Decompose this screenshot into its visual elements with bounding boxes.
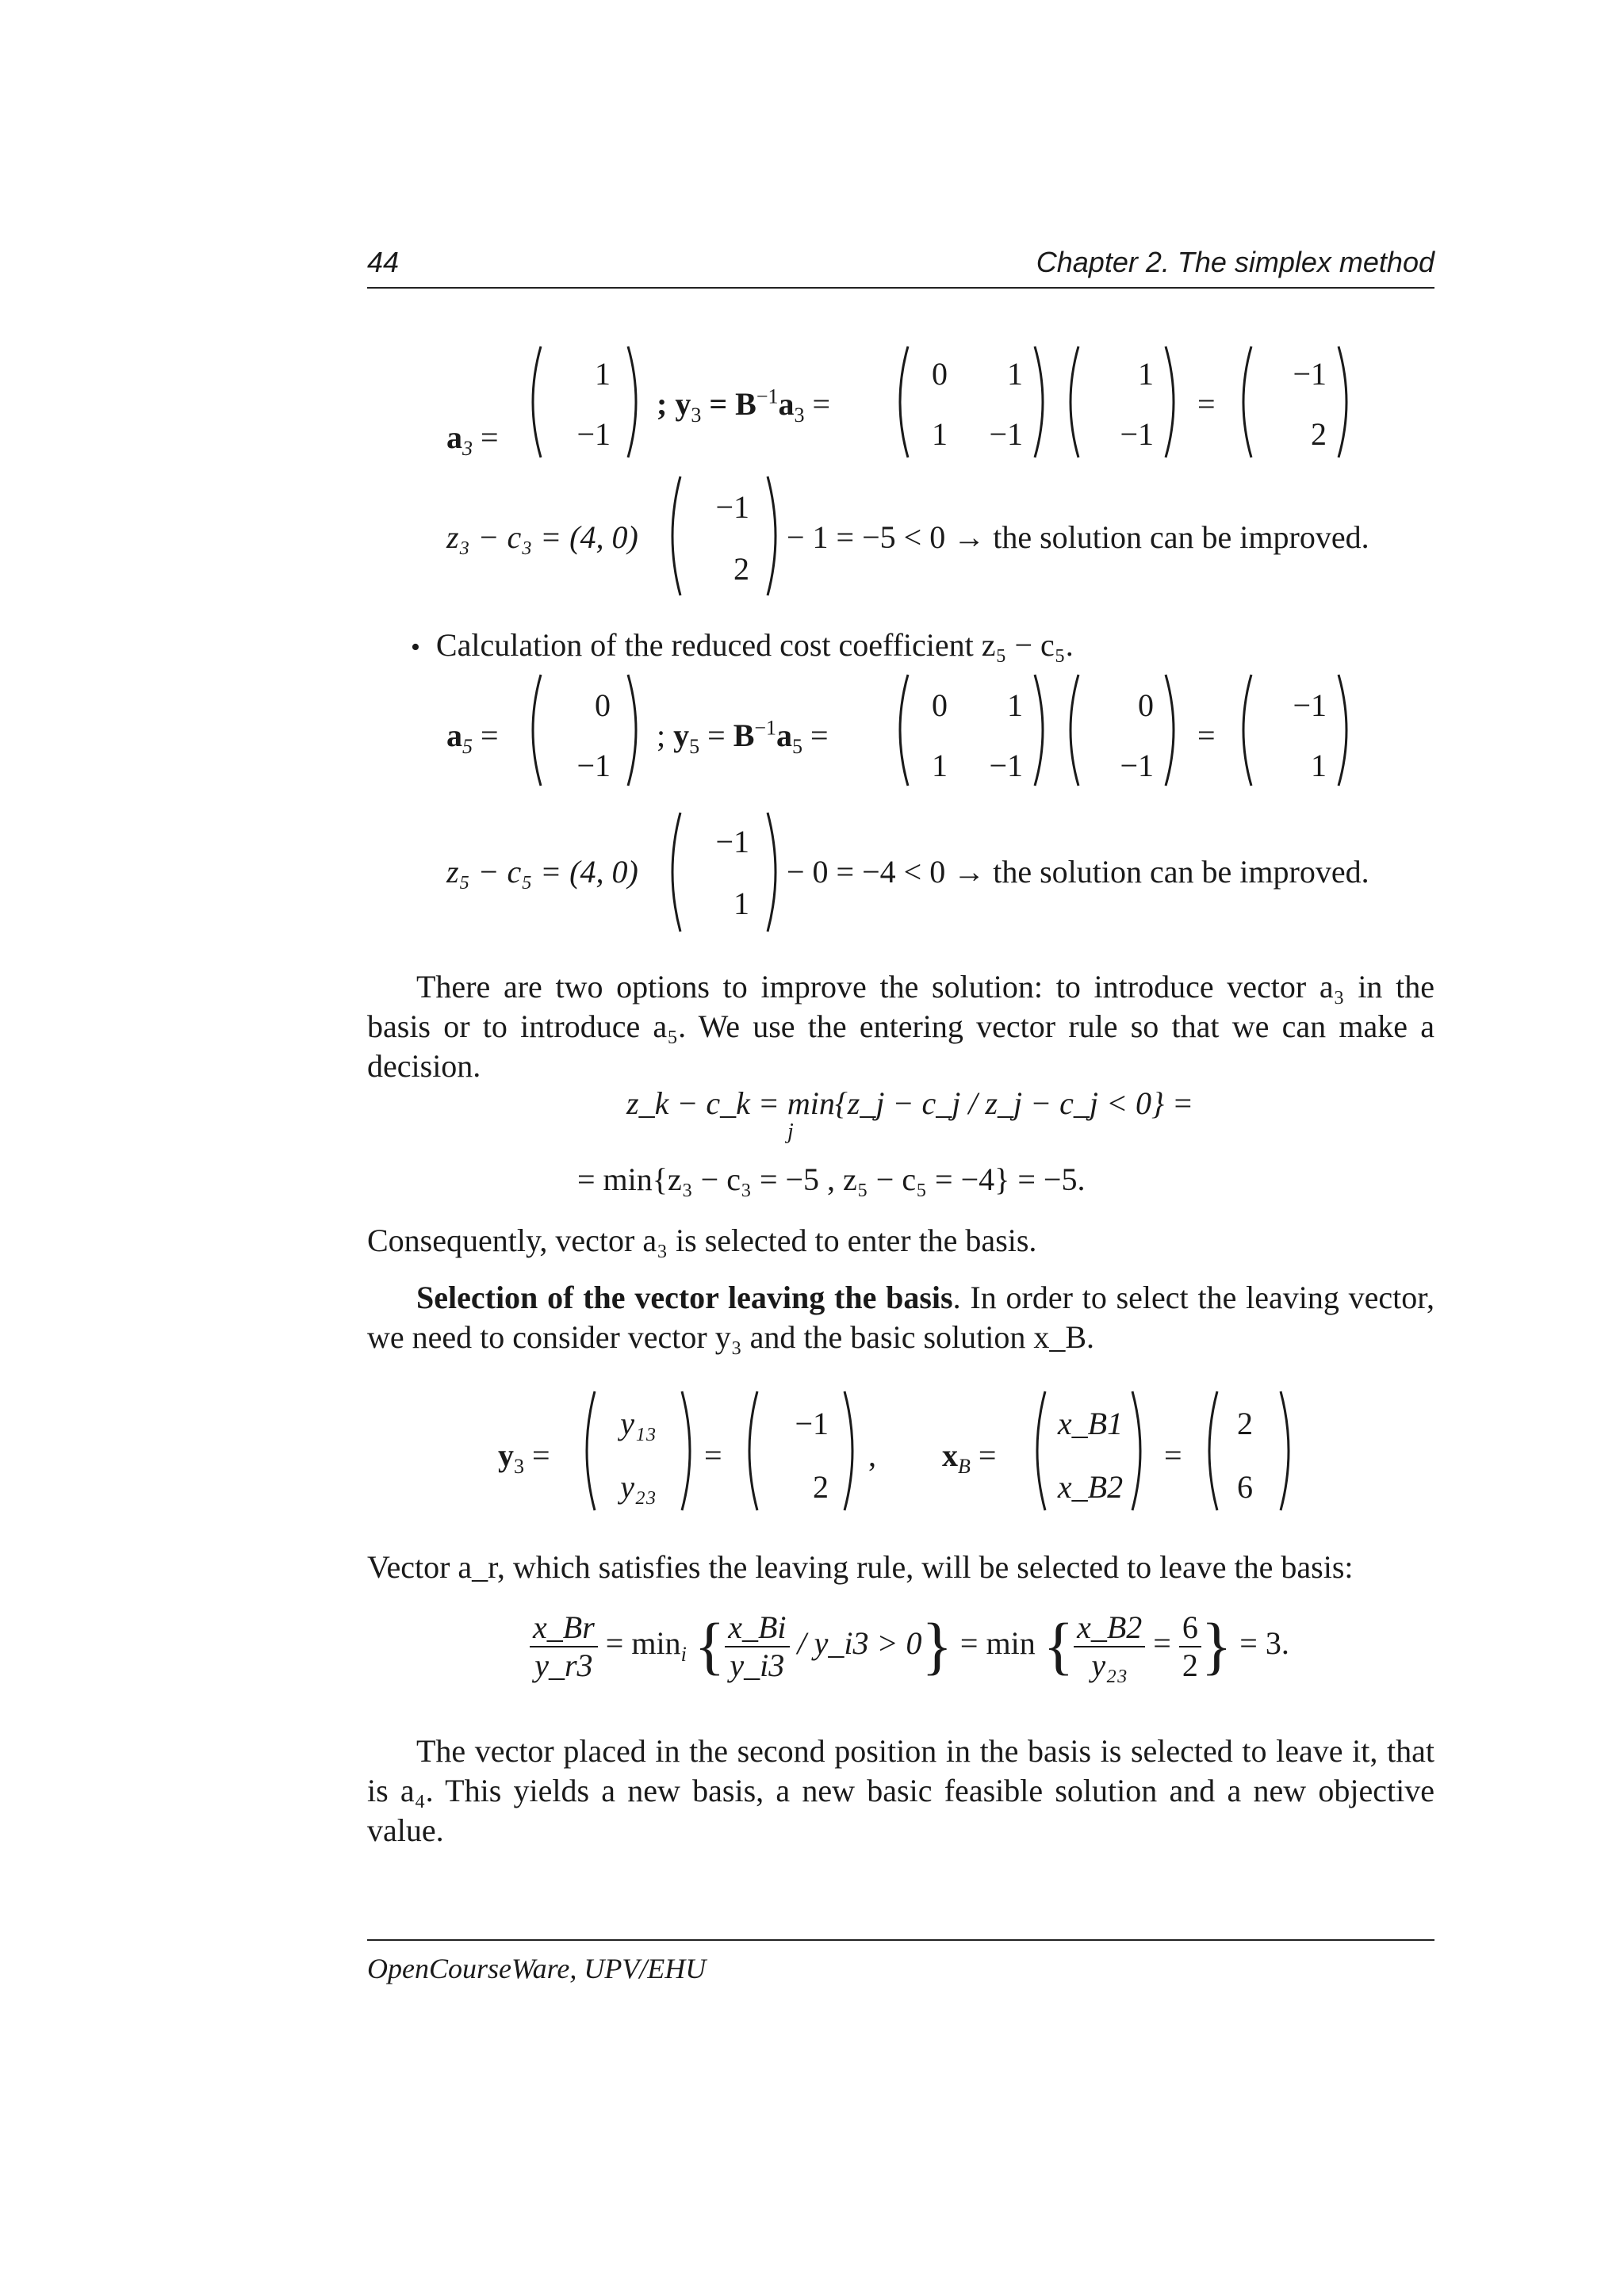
b-inv-cell: −1 [989,748,1023,783]
z5-lhs: z₅ − c₅ = (4, 0) [446,854,638,890]
paragraph-selection: Selection of the vector leaving the basis. In order to select the leaving vector, we need to consider vector y₃ and the basic solution x_B. [367,1280,1434,1355]
chapter-title: Chapter 2. The simplex method [1036,246,1434,278]
paragraph-consequently: Consequently, vector a₃ is selected to enter the basis. [367,1223,1037,1258]
z3-rhs: − 1 = −5 < 0 → the solution can be improved. [787,519,1369,555]
vec-cell: 2 [813,1469,829,1505]
paragraph-leaving-rule: Vector a_r, which satisfies the leaving rule, will be selected to leave the basis: [367,1549,1354,1585]
bullet-icon: • [411,633,420,662]
a3-entry-2: −1 [576,416,611,452]
vec-cell: −1 [1120,748,1154,783]
vec-cell: 0 [595,687,611,723]
paragraph-options: There are two options to improve the solution: to introduce vector a₃ in the basis or to introduce a₅. We use the entering vector rule so that we can make a decision. [367,969,1434,1084]
footer-text: OpenCourseWare, UPV/EHU [367,1953,707,1984]
vec-cell: −1 [795,1406,829,1441]
vec-cell: 1 [1138,356,1154,392]
vec-cell: −1 [715,489,749,525]
b-inv-cell: −1 [989,416,1023,452]
b-inv-cell: 1 [1007,356,1023,392]
vec-cell: −1 [1120,416,1154,452]
equation-min-line2: = min{z₃ − c₃ = −5 , z₅ − c₅ = −4} = −5. [577,1161,1086,1197]
bullet-text: Calculation of the reduced cost coefficient z₅ − c₅. [435,627,1074,663]
vec-cell: y₁₃ [620,1406,657,1441]
vec-cell: −1 [1293,687,1327,723]
vec-cell: 2 [1311,416,1327,452]
vec-cell: 2 [1237,1406,1253,1441]
vec-cell: −1 [715,824,749,859]
a5-symbol: a [446,718,462,753]
vec-cell: 6 [1237,1469,1253,1505]
y3-symbol: ; y [657,386,691,422]
z3-lhs: z₃ − c₃ = (4, 0) [446,519,638,555]
vec-cell: y₂₃ [620,1469,657,1505]
b-inv-cell: 1 [1007,687,1023,723]
b-inv-cell: 0 [932,687,948,723]
b-inv-cell: 1 [932,748,948,783]
vec-cell: −1 [576,748,611,783]
y5-symbol: y [673,718,690,753]
selection-heading: Selection of the vector leaving the basis [416,1280,953,1315]
vec-cell: x_B2 [1057,1469,1124,1505]
vec-cell: 1 [733,886,749,921]
header-rule [367,287,1434,289]
vec-cell: −1 [1293,356,1327,392]
vec-cell: 0 [1138,687,1154,723]
min-subscript: j [787,1119,794,1144]
b-inv-cell: 0 [932,356,948,392]
equation-min-ratio: $\frac{x\_Br}{y\_r3}$ = $\min_i$ { $\frac{x\_Bi}{y\_i3}$ / y_i3 > 0} = min { $\frac{x\_B2}{\text{y₂₃}}$ = $\frac{6}{2}$ } = 3. [530,1609,1289,1684]
b-inv-cell: 1 [932,416,948,452]
z5-rhs: − 0 = −4 < 0 → the solution can be improved. [787,854,1369,890]
vec-cell: 1 [1311,748,1327,783]
a3-symbol: a [446,419,462,455]
footer-rule [367,1939,1434,1941]
equation-min-line1: z_k − c_k = min{z_j − c_j / z_j − c_j < 0} = [626,1085,1193,1121]
paragraph-conclusion: The vector placed in the second position in the basis is selected to leave it, that is a₄. This yields a new basis, a new basic feasible solution and a new objective value. [367,1733,1434,1848]
vec-cell: 2 [733,551,749,587]
page-number: 44 [367,246,400,278]
a3-entry-1: 1 [595,356,611,392]
vec-cell: x_B1 [1057,1406,1124,1441]
